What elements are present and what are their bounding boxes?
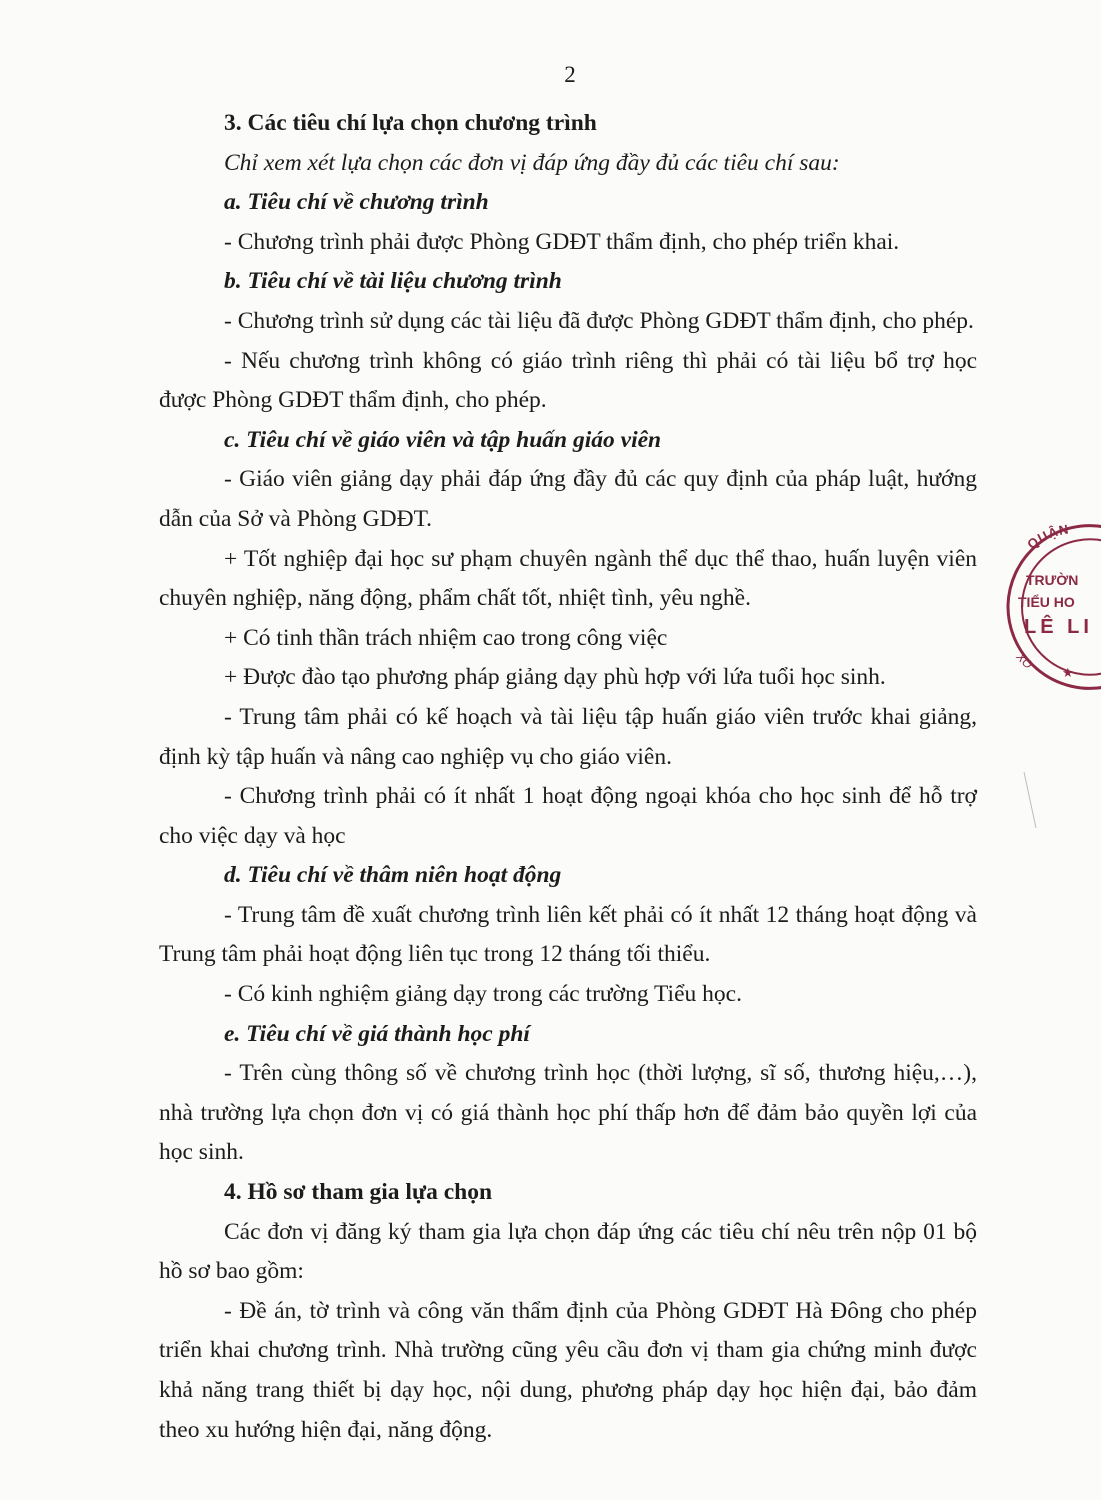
- section-4-intro: Các đơn vị đăng ký tham gia lựa chọn đáp ứng các tiêu chí nêu trên nộp 01 bộ hồ sơ bao gồm:: [159, 1218, 977, 1285]
- criteria-c-item-4: + Được đào tạo phương pháp giảng dạy phù hợp với lứa tuổi học sinh.: [224, 664, 886, 691]
- criteria-b-heading: b. Tiêu chí về tài liệu chương trình: [224, 268, 562, 295]
- seal-star: ★: [1062, 666, 1074, 681]
- seal-line-1: TRƯỜN: [1026, 572, 1079, 588]
- criteria-c-item-1: - Giáo viên giảng dạy phải đáp ứng đầy đủ các quy định của pháp luật, hướng dẫn của Sở và Phòng GDĐT.: [159, 466, 977, 532]
- criteria-a-item-1: - Chương trình phải được Phòng GDĐT thẩm định, cho phép triển khai.: [224, 228, 900, 255]
- criteria-d-item-1: - Trung tâm đề xuất chương trình liên kết phải có ít nhất 12 tháng hoạt động và Trung tâm phải hoạt động liên tục trong 12 tháng tối thiểu.: [159, 901, 977, 968]
- seal-line-2: TIỂU HO: [1018, 594, 1075, 610]
- criteria-a-heading: a. Tiêu chí về chương trình: [224, 189, 489, 216]
- criteria-c-heading: c. Tiêu chí về giáo viên và tập huấn giáo viên: [224, 426, 662, 453]
- criteria-b-item-2: - Nếu chương trình không có giáo trình riêng thì phải có tài liệu bổ trợ học được Phòng GDĐT thẩm định, cho phép.: [159, 347, 977, 414]
- seal-arc-top-text: QUẬN: [1024, 521, 1071, 552]
- criteria-b-item-1: - Chương trình sử dụng các tài liệu đã được Phòng GDĐT thẩm định, cho phép.: [224, 307, 974, 334]
- page-number: 2: [564, 62, 576, 87]
- school-seal-stamp: [1000, 515, 1101, 690]
- scan-mark: [1020, 770, 1040, 830]
- criteria-c-item-6: - Chương trình phải có ít nhất 1 hoạt động ngoại khóa cho học sinh để hỗ trợ cho việc dạy và học: [159, 783, 977, 849]
- document-body: [159, 104, 977, 1450]
- section-3-heading: 3. Các tiêu chí lựa chọn chương trình: [224, 110, 597, 136]
- criteria-d-item-2: - Có kinh nghiệm giảng dạy trong các trường Tiểu học.: [224, 981, 742, 1008]
- seal-line-3: LÊ LI: [1024, 616, 1093, 638]
- section-3-intro: Chỉ xem xét lựa chọn các đơn vị đáp ứng đầy đủ các tiêu chí sau:: [224, 149, 840, 176]
- seal-arc-bottom-text: XO: [1013, 649, 1036, 672]
- criteria-d-heading: d. Tiêu chí về thâm niên hoạt động: [224, 862, 562, 889]
- criteria-e-heading: e. Tiêu chí về giá thành học phí: [224, 1020, 530, 1047]
- section-4-item-1: - Đề án, tờ trình và công văn thẩm định của Phòng GDĐT Hà Đông cho phép triển khai chương trình. Nhà trường cũng yêu cầu đơn vị tham gia chứng minh được khả năng trang thiết bị dạy học, nội dung, phương pháp dạy học hiện đại, bảo đảm theo xu hướng hiện đại, năng động.: [159, 1297, 977, 1443]
- criteria-c-item-2: + Tốt nghiệp đại học sư phạm chuyên ngành thể dục thể thao, huấn luyện viên chuyên nghiệp, năng động, phẩm chất tốt, nhiệt tình, yêu nghề.: [159, 545, 977, 612]
- criteria-e-item-1: - Trên cùng thông số về chương trình học (thời lượng, sĩ số, thương hiệu,…), nhà trường lựa chọn đơn vị có giá thành học phí thấp hơn để đảm bảo quyền lợi của học sinh.: [159, 1060, 977, 1166]
- criteria-c-item-5: - Trung tâm phải có kế hoạch và tài liệu tập huấn giáo viên trước khai giảng, định kỳ tập huấn và nâng cao nghiệp vụ cho giáo viên.: [159, 703, 977, 770]
- criteria-c-item-3: + Có tinh thần trách nhiệm cao trong công việc: [224, 624, 668, 651]
- section-4-heading: 4. Hồ sơ tham gia lựa chọn: [224, 1179, 493, 1206]
